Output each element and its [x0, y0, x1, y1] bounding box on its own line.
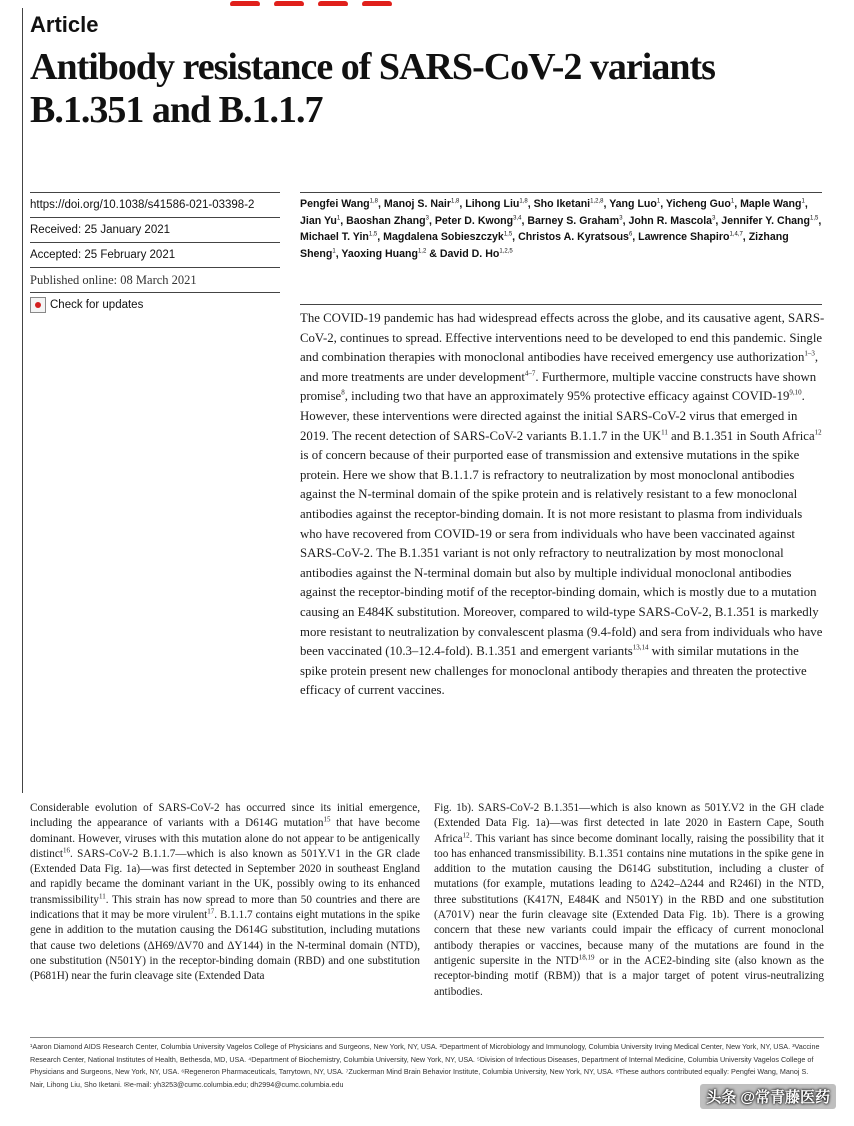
- author-name[interactable]: Lihong Liu$^{1,8}$: [465, 198, 528, 210]
- doi-link[interactable]: https://doi.org/10.1038/s41586-021-03398-2: [30, 192, 280, 217]
- author-name[interactable]: Peter D. Kwong$^{3,4}$: [434, 214, 522, 227]
- author-name[interactable]: Zizhang Sheng$^1$: [300, 231, 789, 260]
- author-name[interactable]: Barney S. Graham$^3$: [527, 214, 623, 227]
- article-title: Antibody resistance of SARS-CoV-2 variants B.1.351 and B.1.1.7: [30, 46, 715, 131]
- check-updates-button[interactable]: [30, 292, 280, 317]
- author-name[interactable]: John R. Mascola$^3$: [628, 214, 716, 227]
- author-name[interactable]: David D. Ho$^{1,2,5}$: [439, 247, 513, 260]
- author-name[interactable]: Sho Iketani$^{1,2,8}$: [533, 198, 604, 210]
- left-margin-rule: [22, 8, 23, 793]
- abstract: The COVID-19 pandemic has had widespread effects across the globe, and its causative agent, SARS-CoV-2, continues to spread. Effective interventions need to be developed to end this pandemic. Single and combination therapies with monoclonal antibodies have received emergency use authorization$^{1-3}$, and more treatments are under development$^{4-7}$. Furthermore, multiple vaccine constructs have shown promise$^8$, including two that have an approximately 95% protective efficacy against COVID-19$^{9,10}$. However, these interventions were directed against the initial SARS-CoV-2 virus that emerged in 2019. The recent detection of SARS-CoV-2 variants B.1.1.7 in the UK$^{11}$ and B.1.351 in South Africa$^{12}$ is of concern because of their purported ease of transmission and extensive mutations in the spike protein. Here we show that B.1.1.7 is refractory to neutralization by most monoclonal antibodies against the N-terminal domain of the spike protein and is relatively resistant to a few monoclonal antibodies against the receptor-binding domain. It is not more resistant to plasma from individuals who have recovered from COVID-19 or sera from individuals who have been vaccinated against SARS-CoV-2. The B.1.351 variant is not only refractory to neutralization by most monoclonal antibodies against the N-terminal domain but also by multiple individual monoclonal antibodies against the receptor-binding motif of the receptor-binding domain, which is mostly due to a mutation causing an E484K substitution. Moreover, compared to wild-type SARS-CoV-2, B.1.351 is markedly more resistant to neutralization by convalescent plasma (9.4-fold) and sera from individuals who have been vaccinated (10.3–12.4-fold). B.1.351 and emergent variants$^{13,14}$ with similar mutations in the spike protein present new challenges for monoclonal antibody therapies and threaten the protective efficacy of current vaccines.: [300, 311, 825, 698]
- authors-rule: [300, 192, 822, 193]
- body-column-left: Considerable evolution of SARS-CoV-2 has occurred since its initial emergence, including the appearance of variants with a D614G mutation$^{15}$ that have become dominant. However, viruses with this mutation alone do not appear to be antigenically distinct$^{16}$. SARS-CoV-2 B.1.1.7—which is also known as 501Y.V1 in the GR clade (Extended Data Fig. 1a)—was first detected in September 2020 in southeast England and rapidly became the dominant variant in the UK, possibly owing to its enhanced transmissibility$^{11}$. This strain has now spread to more than 50 countries and there are indications that it may be more virulent$^{17}$. B.1.1.7 contains eight mutations in the spike gene in addition to the mutation causing the D614G substitution, including mutations that cause two deletions (ΔH69/ΔV70 and ΔY144) in the N-terminal domain (NTD), one substitution (N501Y) in the receptor-binding domain (RBD) and one substitution (P681H) near the furin cleavage site (Extended Data: [30, 802, 420, 983]
- body-column-right: Fig. 1b). SARS-CoV-2 B.1.351—which is also known as 501Y.V2 in the GH clade (Extended Data Fig. 1a)—was first detected in late 2020 in Eastern Cape, South Africa$^{12}$. This variant has since become dominant locally, raising the possibility that it too has enhanced transmissibility. B.1.351 contains nine mutations in the spike gene in addition to the mutation causing the D614G substitution, including a cluster of mutations (for example, mutations leading to Δ242–Δ244 and R246I) in the NTD, three substitutions (K417N, E484K and N501Y) in the RBD and one substitution (A701V) near the furin cleavage site (Extended Data Fig. 1b). There is a growing concern that these new variants could impair the efficacy of current monoclonal antibody therapies or vaccines, because many of the mutations are found in the antigenic supersite in the NTD$^{18,19}$ or in the ACE2-binding site (also known as the receptor-binding motif (RBM)) that is a major target of potent virus-neutralizing antibodies.: [434, 802, 824, 998]
- author-name[interactable]: Baoshan Zhang$^3$: [346, 214, 429, 227]
- author-name[interactable]: Yang Luo$^1$: [609, 198, 661, 210]
- author-name[interactable]: Yaoxing Huang$^{1,2}$: [341, 247, 427, 260]
- received-date: Received: 25 January 2021: [30, 217, 280, 242]
- accepted-date: Accepted: 25 February 2021: [30, 242, 280, 267]
- author-name[interactable]: Michael T. Yin$^{1,5}$: [300, 231, 378, 243]
- author-name[interactable]: Magdalena Sobieszczyk$^{1,5}$: [383, 231, 513, 243]
- check-updates-icon: [30, 297, 46, 313]
- article-meta: [30, 192, 280, 317]
- article-type-label: Article: [30, 12, 99, 37]
- author-name[interactable]: Jian Yu$^1$: [300, 214, 341, 227]
- footnote-rule: [30, 1037, 824, 1038]
- author-name[interactable]: Jennifer Y. Chang$^{1,5}$: [721, 214, 819, 227]
- author-name[interactable]: Maple Wang$^1$: [740, 198, 805, 210]
- author-conjunction: &: [429, 247, 437, 260]
- author-name[interactable]: Pengfei Wang$^{1,8}$: [300, 198, 378, 210]
- author-name[interactable]: Yicheng Guo$^1$: [665, 198, 735, 210]
- published-date: Published online: 08 March 2021: [30, 267, 280, 292]
- author-name[interactable]: Lawrence Shapiro$^{1,4,7}$: [638, 231, 743, 243]
- author-name[interactable]: Manoj S. Nair$^{1,8}$: [383, 198, 460, 210]
- watermark: 头条 @常青藤医药: [700, 1084, 836, 1109]
- check-updates-label: Check for updates: [50, 299, 144, 311]
- top-red-fragment: [230, 0, 470, 6]
- abstract-rule: [300, 304, 822, 305]
- author-name[interactable]: Christos A. Kyratsous$^6$: [518, 231, 633, 243]
- affiliations-footnote: ¹Aaron Diamond AIDS Research Center, Columbia University Vagelos College of Physicians and Surgeons, New York, NY, USA. ²Department of Microbiology and Immunology, Columbia University Irving Medical Center, New York, NY, USA. ³Vaccine Research Center, National Institutes of Health, Bethesda, MD, USA. ⁴Department of Biochemistry, Columbia University, New York, NY, USA. ⁵Division of Infectious Diseases, Department of Internal Medicine, Columbia University Vagelos College of Physicians and Surgeons, New York, NY, USA. ⁶Regeneron Pharmaceuticals, Tarrytown, NY, USA. ⁷Zuckerman Mind Brain Behavior Institute, Columbia University, New York, NY, USA. ⁸These authors contributed equally: Pengfei Wang, Manoj S. Nair, Lihong Liu, Sho Iketani. ✉e-mail: yh3253@cumc.columbia.edu; dh2994@cumc.columbia.edu: [30, 1042, 820, 1089]
- author-list: Pengfei Wang$^{1,8}$, Manoj S. Nair$^{1,8}$, Lihong Liu$^{1,8}$, Sho Iketani$^{1,2,8}$, Yang Luo$^1$, Yicheng Guo$^1$, Maple Wang$^1$, Jian Yu$^1$, Baoshan Zhang$^3$, Peter D. Kwong$^{3,4}$, Barney S. Graham$^3$, John R. Mascola$^3$, Jennifer Y. Chang$^{1,5}$, Michael T. Yin$^{1,5}$, Magdalena Sobieszczyk$^{1,5}$, Christos A. Kyratsous$^6$, Lawrence Shapiro$^{1,4,7}$, Zizhang Sheng$^1$, Yaoxing Huang$^{1,2}$ & David D. Ho$^{1,2,5}$: [300, 198, 822, 260]
